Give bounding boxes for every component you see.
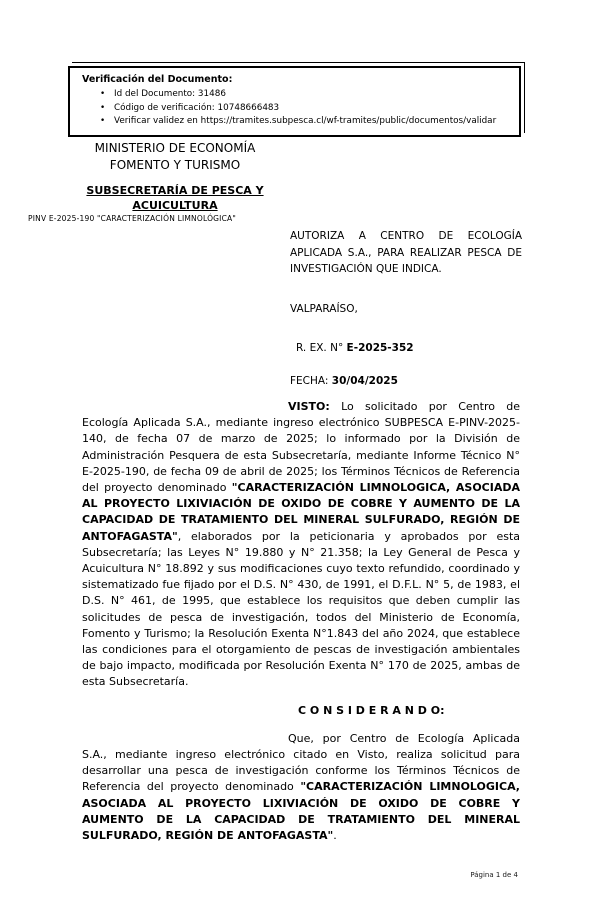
project-reference: PINV E-2025-190 "CARACTERIZACIÓN LIMNOLÓGICA"	[28, 214, 237, 223]
considerando-project-title: "CARACTERIZACIÓN LIMNOLOGICA, ASOCIADA AL PROYECTO LIXIVIACIÓN DE OXIDO DE COBRE Y AUMENTO DE LA CAPACIDAD DE TRATAMIENTO DEL MINERAL SULFURADO, REGIÓN DE ANTOFAGASTA"	[82, 780, 520, 843]
resolution-number-line	[296, 342, 414, 354]
visto-paragraph	[82, 399, 520, 691]
visto-project-title: "CARACTERIZACIÓN LIMNOLOGICA, ASOCIADA AL PROYECTO LIXIVIACIÓN DE OXIDO DE COBRE Y AUMENTO DE LA CAPACIDAD DE TRATAMIENTO DEL MINERAL SULFURADO, REGIÓN DE ANTOFAGASTA"	[82, 481, 520, 543]
page-indicator: Página 1 de 4	[470, 871, 518, 879]
ministry-name-line2: FOMENTO Y TURISMO	[109, 158, 241, 172]
considerando-heading: C O N S I D E R A N D O:	[298, 703, 445, 717]
document-body	[82, 399, 520, 844]
date-label: FECHA:	[290, 375, 332, 387]
letterhead	[40, 140, 310, 213]
resolution-subject: AUTORIZA A CENTRO DE ECOLOGÍA APLICADA S.A., PARA REALIZAR PESCA DE INVESTIGACIÓN QUE INDICA.	[290, 230, 522, 275]
visto-text-2: , elaborados por la peticionaria y aprobados por esta Subsecretaría; las Leyes N° 19.880 y N° 21.358; la Ley General de Pesca y Acuicultura N° 18.892 y sus modificaciones cuyo texto refundido, coordinado y sistematizado fue fijado por el D.S. N° 430, de 1991, el D.F.L. N° 5, de 1983, el D.S. N° 461, de 1995, que establece los requisitos que deben cumplir las solicitudes de pesca de investigación, todos del Ministerio de Economía, Fomento y Turismo; la Resolución Exenta N°1.843 del año 2024, que establece las condiciones para el otorgamiento de pescas de investigación ambientales de bajo impacto, modificada por Resolución Exenta N° 170 de 2025, ambas de esta Subsecretaría.	[82, 529, 520, 689]
verification-title: Verificación del Documento:	[82, 74, 233, 85]
date-value: 30/04/2025	[331, 375, 398, 387]
considerando-text-1: Que, por Centro de Ecología Aplicada S.A., mediante ingreso electrónico citado en Visto, realiza solicitud para desarrollar una pesca de investigación conforme los Términos Técnicos de Referencia del proyecto denominado	[82, 731, 520, 794]
visto-text-1: Lo solicitado por Centro de Ecología Aplicada S.A., mediante ingreso electrónico SUBPESCA E-PINV-2025-140, de fecha 07 de marzo de 2025; lo informado por la División de Administración Pesquera de esta Subsecretaría, mediante Informe Técnico N° E-2025-190, de fecha 09 de abril de 2025; los Términos Técnicos de Referencia del proyecto denominado	[82, 400, 520, 495]
considerando-text-2: .	[333, 829, 337, 843]
rex-label: R. EX. N°	[296, 342, 347, 354]
verification-item-doc-id: • Id del Documento: 31486	[114, 88, 514, 102]
verification-item-code: • Código de verificación: 10748666483	[114, 102, 514, 116]
subsecretaria-title: SUBSECRETARÍA DE PESCA Y ACUICULTURA	[86, 184, 264, 212]
visto-label: VISTO:	[288, 400, 330, 413]
considerando-paragraph	[82, 731, 520, 844]
rex-number: E-2025-352	[346, 342, 414, 354]
verification-box	[68, 66, 521, 137]
verification-item-url: • Verificar validez en https://tramites.subpesca.cl/wf-tramites/public/documentos/validar	[114, 115, 514, 129]
verification-list	[82, 88, 514, 129]
resolution-date-line	[290, 375, 398, 387]
ministry-name-line1: MINISTERIO DE ECONOMÍA	[94, 141, 256, 155]
city-line: VALPARAÍSO,	[290, 303, 358, 315]
